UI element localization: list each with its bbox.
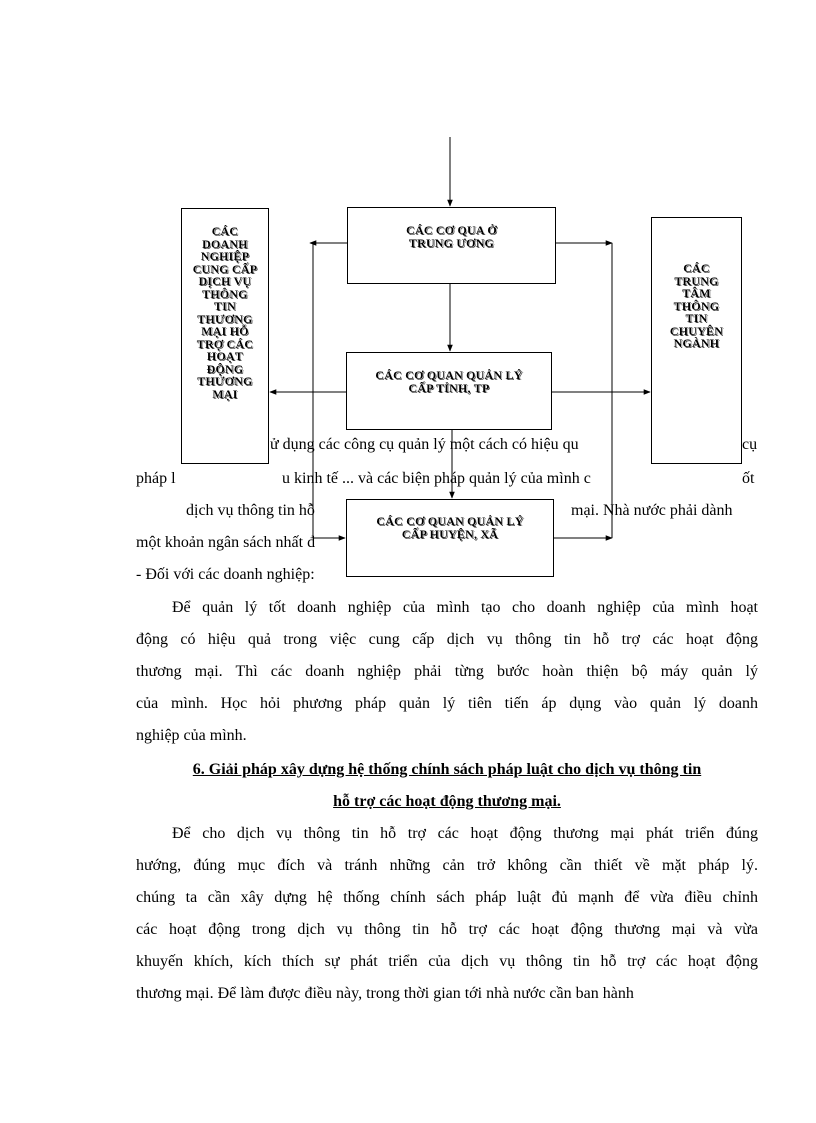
box-label: THÔNG <box>673 298 720 313</box>
partial-text: cụ <box>742 436 758 453</box>
box-label: MẠI <box>212 386 238 401</box>
box-label: NGÀNH <box>673 336 720 350</box>
partial-text: một khoản ngân sách nhất đ <box>136 534 316 551</box>
paragraph-policy <box>136 818 758 1010</box>
partial-text: dịch vụ thông tin hỗ <box>186 502 315 519</box>
box-label: MẠI HỖ <box>201 324 249 338</box>
box-label: THƯƠNG <box>197 374 253 388</box>
partial-text: u kinh tế ... và các biện pháp quản lý của mình c <box>282 470 591 487</box>
paragraph-line: khuyến khích, kích thích sự phát triển của dịch vụ thông tin hỗ trợ các hoạt động <box>136 953 758 970</box>
partial-text: pháp l <box>136 470 176 487</box>
box-label: TIN <box>685 311 708 325</box>
heading-line: 6. Giải pháp xây dựng hệ thống chính sách pháp luật cho dịch vụ thông tin <box>192 761 702 778</box>
heading-line: hỗ trợ các hoạt động thương mại. <box>333 793 561 810</box>
box-label: TRUNG ƯƠNG <box>408 236 495 250</box>
box-label: HOẠT <box>206 349 244 363</box>
box-label: NGHIỆP <box>200 249 250 263</box>
paragraph-line: hướng, đúng mục đích và tránh những cản trở không cần thiết về mặt pháp lý. <box>136 857 758 874</box>
box-label: ĐỘNG <box>206 361 244 376</box>
paragraph-line: của mình. Học hỏi phương pháp quản lý tiên tiến áp dụng vào quản lý doanh <box>136 695 758 712</box>
box-label: DOANH <box>202 236 248 251</box>
paragraph-line: Để cho dịch vụ thông tin hỗ trợ các hoạt động thương mại phát triển đúng <box>172 825 758 842</box>
box-label: TRUNG <box>674 273 719 288</box>
paragraph-enterprise <box>136 592 758 752</box>
box-label: CÁC CƠ QUA Ở <box>406 223 497 237</box>
box-label: CÁC CƠ QUAN QUẢN LÝ <box>375 368 523 382</box>
paragraph-line: nghiệp của mình. <box>136 727 247 744</box>
box-label: TÂM <box>682 286 711 300</box>
paragraph-line: thương mại. Thì các doanh nghiệp phải từng bước hoàn thiện bộ máy quản lý <box>136 663 758 680</box>
partial-text: mại. Nhà nước phải dành <box>571 502 733 519</box>
partial-text: - Đối với các doanh nghiệp: <box>136 566 315 583</box>
paragraph-line: Để quản lý tốt doanh nghiệp của mình tạo cho doanh nghiệp của mình hoạt <box>172 599 758 616</box>
partial-text: ử dụng các công cụ quản lý một cách có hiệu qu <box>270 436 579 453</box>
box-label: CẤP HUYỆN, XÃ <box>401 527 499 541</box>
district-agencies-box <box>346 499 554 577</box>
paragraph-line: thương mại. Để làm được điều này, trong thời gian tới nhà nước cần ban hành <box>136 985 634 1002</box>
paragraph-line: chúng ta cần xây dựng hệ thống chính sách pháp luật đủ mạnh để vừa điều chỉnh <box>136 889 758 906</box>
box-label: CẤP TỈNH, TP <box>408 381 490 395</box>
central-agencies-box <box>347 207 556 284</box>
box-label: TRỢ CÁC <box>196 336 254 351</box>
specialized-centers-box <box>651 217 742 464</box>
box-label: DỊCH VỤ <box>198 274 252 288</box>
box-label: CUNG CẤP <box>192 261 258 276</box>
paragraph-line: động có hiệu quả trong việc cung cấp dịch vụ thông tin hỗ trợ các hoạt động <box>136 631 758 648</box>
section-heading <box>136 754 758 818</box>
box-label: TIN <box>214 299 236 313</box>
box-label: CÁC <box>683 261 710 275</box>
box-label: CÁC CƠ QUAN QUẢN LÝ <box>376 514 524 528</box>
box-label: THÔNG <box>202 286 248 301</box>
enterprise-box <box>181 208 269 464</box>
box-label: CÁC <box>211 224 239 238</box>
paragraph-line: các hoạt động trong dịch vụ thông tin hỗ trợ các hoạt động thương mại và vừa <box>136 921 758 938</box>
partial-text: ốt <box>742 470 755 487</box>
box-label: CHUYÊN <box>669 323 724 338</box>
province-agencies-box <box>346 352 552 430</box>
box-label: THƯƠNG <box>197 311 253 326</box>
